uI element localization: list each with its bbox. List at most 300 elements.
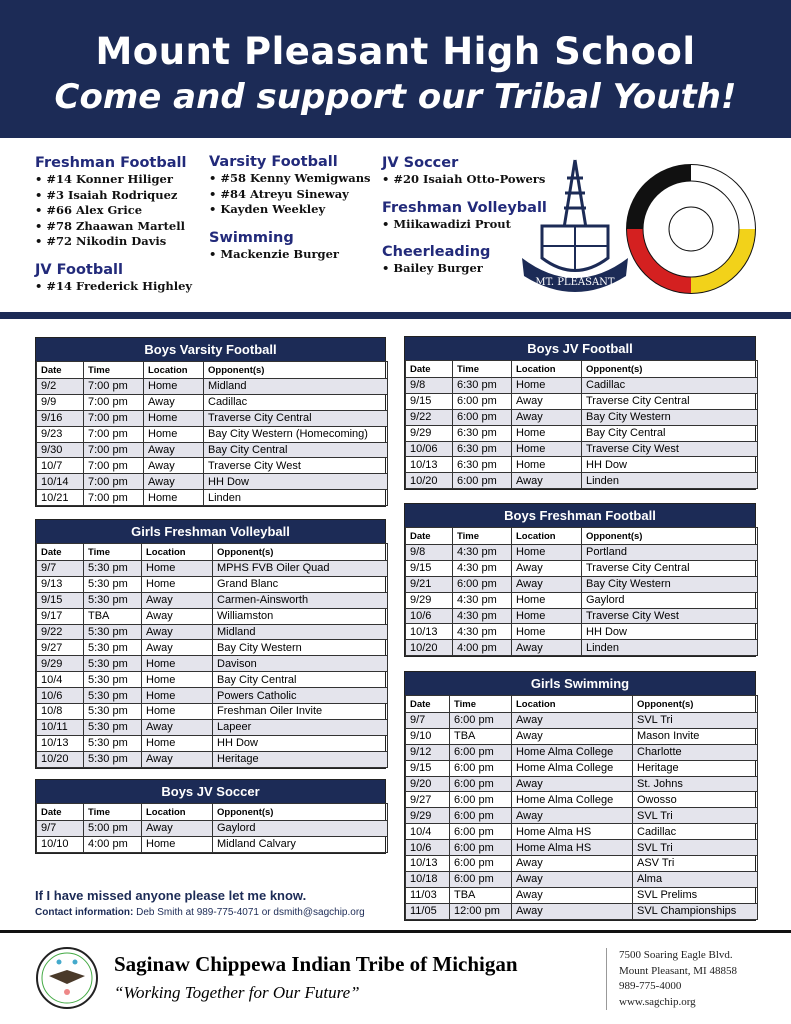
date-cell: 9/21	[406, 576, 453, 592]
date-cell: 10/13	[37, 735, 84, 751]
date-cell: 9/7	[37, 821, 84, 837]
column-header: Opponent(s)	[213, 544, 388, 561]
time-cell: 4:30 pm	[453, 545, 512, 561]
tribe-name: Saginaw Chippewa Indian Tribe of Michigan	[114, 952, 518, 976]
date-cell: 10/4	[37, 672, 84, 688]
opponent-cell: Traverse City Central	[582, 393, 758, 409]
time-cell: 6:30 pm	[453, 457, 512, 473]
time-cell: 6:00 pm	[450, 776, 512, 792]
roster-title: Varsity Football	[209, 154, 338, 170]
location-cell: Home	[144, 426, 204, 442]
table-girls-swimming	[404, 671, 756, 921]
table-row	[37, 836, 388, 852]
opponent-cell: SVL Tri	[633, 808, 758, 824]
footer-rule	[0, 930, 791, 933]
table-row	[406, 545, 758, 561]
opponent-cell: Bay City Western (Homecoming)	[204, 426, 388, 442]
date-cell: 9/8	[406, 545, 453, 561]
table-row	[37, 576, 388, 592]
location-cell: Home	[512, 457, 582, 473]
divider-strip	[0, 312, 791, 319]
opponent-cell: Midland	[204, 379, 388, 395]
opponent-cell: St. Johns	[633, 776, 758, 792]
opponent-cell: Linden	[582, 640, 758, 656]
date-cell: 10/13	[406, 624, 453, 640]
address-phone: 989-775-4000	[619, 980, 682, 992]
roster-jv-football	[35, 262, 192, 295]
location-cell: Home Alma College	[512, 792, 633, 808]
opponent-cell: SVL Championships	[633, 903, 758, 919]
location-cell: Away	[142, 719, 213, 735]
contact-section	[35, 888, 365, 918]
opponent-cell: Mason Invite	[633, 728, 758, 744]
contact-label: Contact information:	[35, 907, 134, 918]
time-cell: 7:00 pm	[84, 490, 144, 506]
location-cell: Home	[512, 425, 582, 441]
table-row	[37, 458, 388, 474]
column-header-row	[406, 528, 758, 545]
table-row	[406, 624, 758, 640]
location-cell: Away	[144, 442, 204, 458]
roster-player: • #72 Nikodin Davis	[35, 234, 192, 250]
time-cell: 6:30 pm	[453, 378, 512, 394]
date-cell: 9/15	[406, 393, 453, 409]
time-cell: 7:00 pm	[84, 410, 144, 426]
roster-player: • #14 Konner Hiliger	[35, 172, 192, 188]
address-city: Mount Pleasant, MI 48858	[619, 964, 737, 977]
opponent-cell: Lapeer	[213, 719, 388, 735]
column-header-row	[406, 361, 758, 378]
time-cell: 5:30 pm	[84, 735, 142, 751]
date-cell: 9/15	[37, 592, 84, 608]
location-cell: Home	[142, 672, 213, 688]
roster-freshman-football	[35, 155, 192, 250]
column-header: Location	[142, 804, 213, 821]
date-cell: 11/03	[406, 887, 450, 903]
date-cell: 9/15	[406, 560, 453, 576]
column-header: Date	[37, 804, 84, 821]
date-cell: 9/2	[37, 379, 84, 395]
time-cell: 5:30 pm	[84, 751, 142, 767]
table-row	[37, 672, 388, 688]
table-row	[406, 425, 758, 441]
date-cell: 9/29	[37, 656, 84, 672]
date-cell: 9/29	[406, 592, 453, 608]
table-row	[37, 490, 388, 506]
time-cell: 5:30 pm	[84, 561, 142, 577]
location-cell: Away	[512, 776, 633, 792]
location-cell: Home	[144, 379, 204, 395]
opponent-cell: Portland	[582, 545, 758, 561]
column-header: Opponent(s)	[582, 528, 758, 545]
location-cell: Home Alma HS	[512, 840, 633, 856]
crest-text: MT. PLEASANT	[535, 277, 615, 288]
opponent-cell: Charlotte	[633, 744, 758, 760]
column-header: Date	[37, 362, 84, 379]
location-cell: Home	[142, 561, 213, 577]
time-cell: 6:00 pm	[453, 409, 512, 425]
table-row	[37, 474, 388, 490]
location-cell: Home	[512, 378, 582, 394]
table-row	[37, 608, 388, 624]
table-row	[406, 840, 758, 856]
location-cell: Away	[512, 473, 582, 489]
table-row	[406, 856, 758, 872]
location-cell: Away	[512, 560, 582, 576]
table-row	[406, 457, 758, 473]
date-cell: 9/27	[37, 640, 84, 656]
date-cell: 9/27	[406, 792, 450, 808]
address-street: 7500 Soaring Eagle Blvd.	[619, 949, 733, 961]
column-header: Date	[406, 528, 453, 545]
column-header: Time	[450, 696, 512, 713]
table-row	[406, 608, 758, 624]
roster-list	[209, 247, 371, 263]
location-cell: Away	[142, 751, 213, 767]
column-header-row	[406, 696, 758, 713]
table-row	[406, 713, 758, 729]
table-boys-jv-soccer	[35, 779, 386, 854]
roster-player: • #66 Alex Grice	[35, 203, 192, 219]
table-row	[406, 760, 758, 776]
location-cell: Away	[142, 640, 213, 656]
roster-player: • #84 Atreyu Sineway	[209, 187, 371, 203]
date-cell: 10/18	[406, 871, 450, 887]
time-cell: 6:30 pm	[453, 425, 512, 441]
date-cell: 10/10	[37, 836, 84, 852]
column-header: Date	[37, 544, 84, 561]
table-row	[406, 871, 758, 887]
schedule-table	[36, 803, 388, 853]
roster-column-1	[35, 155, 192, 294]
table-row	[37, 640, 388, 656]
column-header: Opponent(s)	[582, 361, 758, 378]
opponent-cell: Midland Calvary	[213, 836, 388, 852]
roster-title: Freshman Volleyball	[382, 199, 547, 216]
opponent-cell: Bay City Western	[582, 576, 758, 592]
date-cell: 9/23	[37, 426, 84, 442]
location-cell: Away	[142, 608, 213, 624]
opponent-cell: Williamston	[213, 608, 388, 624]
location-cell: Away	[142, 624, 213, 640]
table-row	[406, 792, 758, 808]
roster-list	[35, 172, 192, 250]
opponent-cell: Linden	[204, 490, 388, 506]
roster-swimming	[209, 230, 371, 263]
time-cell: 6:00 pm	[450, 808, 512, 824]
time-cell: 6:00 pm	[450, 792, 512, 808]
location-cell: Home	[144, 490, 204, 506]
column-header: Time	[84, 804, 142, 821]
location-cell: Home	[142, 656, 213, 672]
time-cell: 6:00 pm	[453, 393, 512, 409]
tribe-address	[606, 948, 737, 1010]
time-cell: 12:00 pm	[450, 903, 512, 919]
time-cell: 7:00 pm	[84, 379, 144, 395]
roster-player: • Kayden Weekley	[209, 202, 371, 218]
date-cell: 9/7	[406, 713, 450, 729]
table-row	[37, 379, 388, 395]
table-row	[37, 442, 388, 458]
date-cell: 10/8	[37, 704, 84, 720]
date-cell: 10/6	[406, 608, 453, 624]
opponent-cell: Midland	[213, 624, 388, 640]
time-cell: 7:00 pm	[84, 394, 144, 410]
date-cell: 10/13	[406, 457, 453, 473]
time-cell: 6:00 pm	[450, 871, 512, 887]
date-cell: 9/12	[406, 744, 450, 760]
time-cell: 6:00 pm	[453, 473, 512, 489]
roster-player: • #14 Frederick Highley	[35, 279, 192, 295]
column-header: Location	[142, 544, 213, 561]
table-row	[406, 776, 758, 792]
location-cell: Home	[512, 624, 582, 640]
time-cell: 4:30 pm	[453, 560, 512, 576]
location-cell: Away	[512, 728, 633, 744]
date-cell: 9/17	[37, 608, 84, 624]
opponent-cell: Freshman Oiler Invite	[213, 704, 388, 720]
opponent-cell: Heritage	[213, 751, 388, 767]
table-row	[406, 903, 758, 919]
date-cell: 9/10	[406, 728, 450, 744]
date-cell: 9/29	[406, 808, 450, 824]
location-cell: Away	[512, 713, 633, 729]
date-cell: 10/7	[37, 458, 84, 474]
date-cell: 9/22	[37, 624, 84, 640]
roster-player: • Bailey Burger	[382, 261, 547, 277]
date-cell: 9/20	[406, 776, 450, 792]
opponent-cell: Grand Blanc	[213, 576, 388, 592]
roster-player: • Miikawadizi Prout	[382, 217, 547, 233]
column-header: Time	[453, 361, 512, 378]
location-cell: Home	[142, 576, 213, 592]
contact-info[interactable]: Deb Smith at 989-775-4071 or dsmith@sagchip.org	[133, 907, 365, 918]
location-cell: Home	[142, 836, 213, 852]
roster-title: Cheerleading	[382, 244, 491, 260]
location-cell: Home Alma HS	[512, 824, 633, 840]
schedule-table	[405, 695, 758, 920]
location-cell: Away	[512, 576, 582, 592]
opponent-cell: Cadillac	[582, 378, 758, 394]
date-cell: 10/6	[37, 688, 84, 704]
roster-title: Swimming	[209, 229, 294, 246]
table-row	[406, 808, 758, 824]
time-cell: 4:30 pm	[453, 624, 512, 640]
date-cell: 10/13	[406, 856, 450, 872]
roster-title: JV Football	[35, 261, 123, 278]
tribe-motto: “Working Together for Our Future”	[114, 983, 360, 1002]
location-cell: Away	[512, 856, 633, 872]
location-cell: Away	[512, 808, 633, 824]
opponent-cell: Gaylord	[582, 592, 758, 608]
table-boys-varsity-football	[35, 337, 386, 507]
schedule-table	[405, 360, 758, 489]
time-cell: 6:00 pm	[450, 744, 512, 760]
time-cell: 5:30 pm	[84, 719, 142, 735]
column-header: Date	[406, 696, 450, 713]
opponent-cell: Carmen-Ainsworth	[213, 592, 388, 608]
table-row	[406, 473, 758, 489]
location-cell: Home	[512, 545, 582, 561]
date-cell: 10/21	[37, 490, 84, 506]
opponent-cell: Traverse City West	[582, 608, 758, 624]
date-cell: 10/20	[406, 640, 453, 656]
roster-title: Freshman Football	[35, 155, 187, 171]
opponent-cell: Traverse City Central	[204, 410, 388, 426]
column-header-row	[37, 804, 388, 821]
opponent-cell: Bay City Western	[213, 640, 388, 656]
time-cell: 5:30 pm	[84, 704, 142, 720]
time-cell: 5:30 pm	[84, 672, 142, 688]
table-row	[406, 378, 758, 394]
date-cell: 9/30	[37, 442, 84, 458]
date-cell: 9/29	[406, 425, 453, 441]
column-header: Time	[453, 528, 512, 545]
opponent-cell: Cadillac	[204, 394, 388, 410]
opponent-cell: Linden	[582, 473, 758, 489]
opponent-cell: Alma	[633, 871, 758, 887]
location-cell: Home	[512, 608, 582, 624]
location-cell: Away	[144, 474, 204, 490]
opponent-cell: HH Dow	[582, 624, 758, 640]
opponent-cell: Powers Catholic	[213, 688, 388, 704]
location-cell: Away	[512, 640, 582, 656]
column-header: Opponent(s)	[204, 362, 388, 379]
column-header: Time	[84, 544, 142, 561]
time-cell: 5:30 pm	[84, 592, 142, 608]
date-cell: 9/8	[406, 378, 453, 394]
roster-player: • #78 Zhaawan Martell	[35, 219, 192, 235]
column-header: Opponent(s)	[633, 696, 758, 713]
opponent-cell: Bay City Central	[204, 442, 388, 458]
opponent-cell: Heritage	[633, 760, 758, 776]
roster-varsity-football	[209, 154, 371, 218]
table-row	[37, 410, 388, 426]
column-header: Location	[512, 361, 582, 378]
tribe-block	[114, 952, 518, 1003]
date-cell: 10/6	[406, 840, 450, 856]
table-row	[37, 688, 388, 704]
table-row	[406, 393, 758, 409]
column-header-row	[37, 362, 388, 379]
page-subtitle: Come and support our Tribal Youth!	[54, 77, 737, 117]
time-cell: 6:00 pm	[450, 856, 512, 872]
time-cell: 5:30 pm	[84, 656, 142, 672]
opponent-cell: Bay City Central	[213, 672, 388, 688]
time-cell: 7:00 pm	[84, 474, 144, 490]
location-cell: Away	[512, 871, 633, 887]
opponent-cell: SVL Tri	[633, 713, 758, 729]
time-cell: 5:30 pm	[84, 624, 142, 640]
table-row	[406, 640, 758, 656]
column-header-row	[37, 544, 388, 561]
opponent-cell: SVL Prelims	[633, 887, 758, 903]
opponent-cell: HH Dow	[213, 735, 388, 751]
table-row	[37, 735, 388, 751]
table-row	[37, 561, 388, 577]
time-cell: 7:00 pm	[84, 442, 144, 458]
date-cell: 11/05	[406, 903, 450, 919]
date-cell: 9/7	[37, 561, 84, 577]
opponent-cell: Cadillac	[633, 824, 758, 840]
time-cell: 6:00 pm	[450, 840, 512, 856]
roster-player: • #3 Isaiah Rodriquez	[35, 188, 192, 204]
date-cell: 10/11	[37, 719, 84, 735]
location-cell: Away	[512, 393, 582, 409]
roster-title: JV Soccer	[382, 155, 459, 171]
table-row	[406, 409, 758, 425]
opponent-cell: Traverse City West	[582, 441, 758, 457]
table-row	[406, 592, 758, 608]
schedule-table	[36, 361, 388, 506]
table-row	[37, 426, 388, 442]
location-cell: Home	[512, 441, 582, 457]
table-row	[37, 719, 388, 735]
column-header: Time	[84, 362, 144, 379]
address-website[interactable]: www.sagchip.org	[619, 995, 696, 1008]
location-cell: Home Alma College	[512, 744, 633, 760]
opponent-cell: Bay City Central	[582, 425, 758, 441]
table-row	[37, 592, 388, 608]
roster-list	[209, 171, 371, 218]
table-row	[37, 704, 388, 720]
time-cell: 6:00 pm	[453, 576, 512, 592]
opponent-cell: HH Dow	[204, 474, 388, 490]
roster-list	[35, 279, 192, 295]
date-cell: 10/4	[406, 824, 450, 840]
location-cell: Home	[512, 592, 582, 608]
date-cell: 9/15	[406, 760, 450, 776]
time-cell: TBA	[450, 887, 512, 903]
time-cell: 7:00 pm	[84, 458, 144, 474]
table-row	[37, 624, 388, 640]
location-cell: Away	[512, 903, 633, 919]
column-header: Location	[512, 696, 633, 713]
time-cell: 5:30 pm	[84, 688, 142, 704]
time-cell: 6:00 pm	[450, 713, 512, 729]
opponent-cell: Owosso	[633, 792, 758, 808]
location-cell: Home	[142, 704, 213, 720]
time-cell: 4:00 pm	[453, 640, 512, 656]
column-header: Location	[144, 362, 204, 379]
location-cell: Home	[142, 688, 213, 704]
time-cell: 6:30 pm	[453, 441, 512, 457]
schedule-table	[405, 527, 758, 656]
time-cell: 5:00 pm	[84, 821, 142, 837]
location-cell: Away	[142, 821, 213, 837]
location-cell: Home Alma College	[512, 760, 633, 776]
page-title: Mount Pleasant High School	[95, 30, 696, 73]
table-row	[37, 751, 388, 767]
table-title: Girls Swimming	[405, 672, 755, 695]
date-cell: 9/16	[37, 410, 84, 426]
opponent-cell: SVL Tri	[633, 840, 758, 856]
table-title: Girls Freshman Volleyball	[36, 520, 385, 543]
column-header: Location	[512, 528, 582, 545]
table-row	[406, 441, 758, 457]
date-cell: 9/22	[406, 409, 453, 425]
table-row	[406, 560, 758, 576]
column-header: Date	[406, 361, 453, 378]
location-cell: Away	[142, 592, 213, 608]
time-cell: 6:00 pm	[450, 760, 512, 776]
table-row	[37, 656, 388, 672]
table-title: Boys JV Football	[405, 337, 755, 360]
date-cell: 10/06	[406, 441, 453, 457]
location-cell: Away	[144, 458, 204, 474]
table-row	[37, 821, 388, 837]
table-row	[406, 576, 758, 592]
